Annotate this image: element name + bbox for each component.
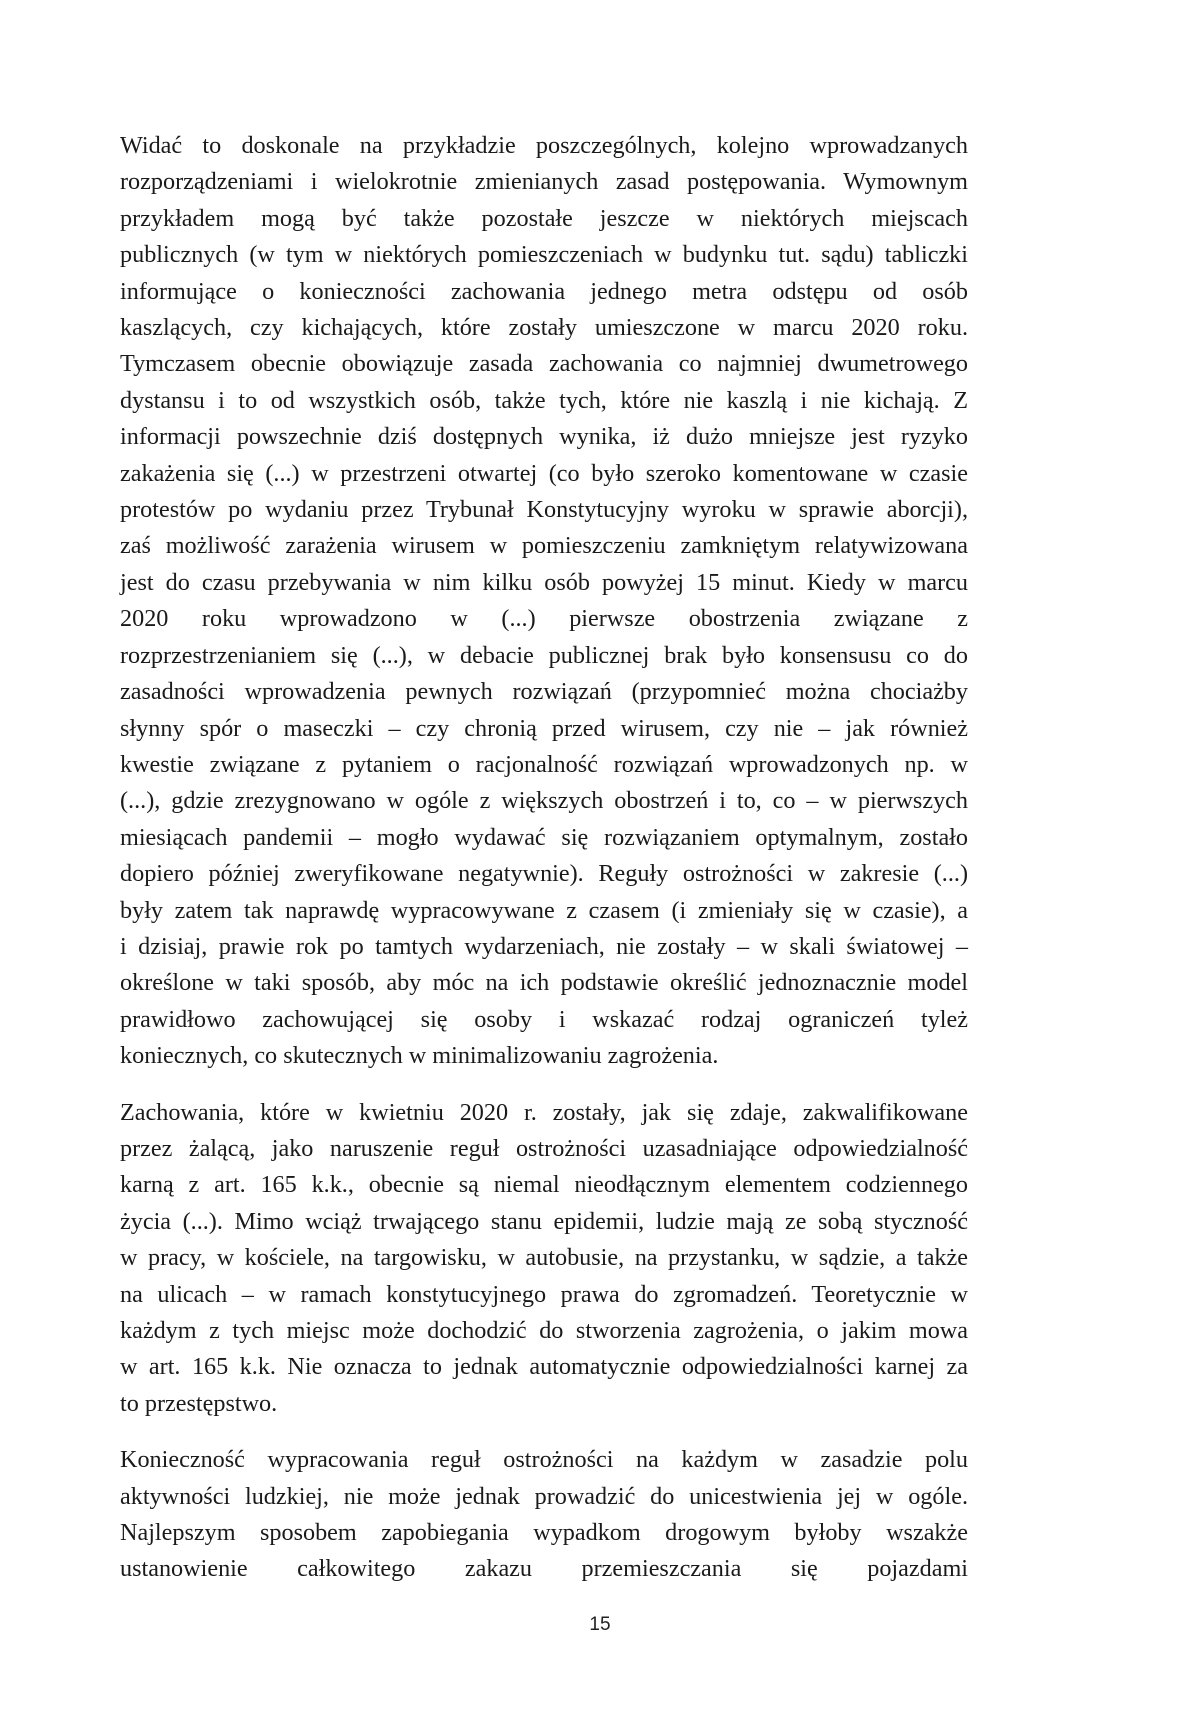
text-line: to przestępstwo. bbox=[120, 1389, 278, 1417]
text-line: kaszlących, czy kichających, które zostały umieszczone w marcu 2020 roku. bbox=[120, 314, 968, 342]
text-line: informacji powszechnie dziś dostępnych wynika, iż dużo mniejsze jest ryzyko bbox=[120, 423, 968, 451]
text-line: protestów po wydaniu przez Trybunał Konstytucyjny wyroku w sprawie aborcji), bbox=[120, 496, 968, 524]
text-line: Najlepszym sposobem zapobiegania wypadkom drogowym byłoby wszakże bbox=[120, 1519, 968, 1547]
text-line: rozprzestrzenianiem się (...), w debacie publicznej brak było konsensusu co do bbox=[120, 641, 968, 669]
paragraph-1 bbox=[120, 128, 968, 1075]
text-line: Tymczasem obecnie obowiązuje zasada zachowania co najmniej dwumetrowego bbox=[120, 350, 968, 378]
text-line: zasadności wprowadzenia pewnych rozwiązań (przypomnieć można chociażby bbox=[120, 678, 968, 706]
text-line: prawidłowo zachowującej się osoby i wskazać rodzaj ograniczeń tyleż bbox=[120, 1005, 968, 1033]
page-number: 15 bbox=[589, 1614, 611, 1635]
text-line: przykładem mogą być także pozostałe jeszcze w niektórych miejscach bbox=[120, 204, 968, 232]
text-line: w pracy, w kościele, na targowisku, w autobusie, na przystanku, w sądzie, a także bbox=[120, 1244, 968, 1272]
text-line: jest do czasu przebywania w nim kilku osób powyżej 15 minut. Kiedy w marcu bbox=[120, 568, 968, 596]
text-line: Konieczność wypracowania reguł ostrożności na każdym w zasadzie polu bbox=[120, 1446, 968, 1474]
document-page bbox=[120, 128, 968, 1608]
text-line: Widać to doskonale na przykładzie poszczególnych, kolejno wprowadzanych bbox=[120, 132, 968, 159]
text-line: kwestie związane z pytaniem o racjonalność rozwiązań wprowadzonych np. w bbox=[120, 750, 968, 778]
text-line: każdym z tych miejsc może dochodzić do stworzenia zagrożenia, o jakim mowa bbox=[120, 1317, 968, 1344]
text-line: przez żalącą, jako naruszenie reguł ostrożności uzasadniające odpowiedzialność bbox=[120, 1134, 968, 1162]
text-line: publicznych (w tym w niektórych pomieszczeniach w budynku tut. sądu) tabliczki bbox=[120, 241, 968, 269]
text-line: Zachowania, które w kwietniu 2020 r. zostały, jak się zdaje, zakwalifikowane bbox=[120, 1098, 968, 1126]
text-line: koniecznych, co skutecznych w minimalizowaniu zagrożenia. bbox=[120, 1042, 719, 1070]
text-line: życia (...). Mimo wciąż trwającego stanu epidemii, ludzie mają ze sobą styczność bbox=[120, 1207, 968, 1235]
text-line: określone w taki sposób, aby móc na ich podstawie określić jednoznacznie model bbox=[120, 969, 968, 997]
paragraph-2 bbox=[120, 1095, 968, 1423]
text-line: w art. 165 k.k. Nie oznacza to jednak automatycznie odpowiedzialności karnej za bbox=[120, 1353, 968, 1381]
paragraph-3 bbox=[120, 1442, 968, 1588]
text-line: słynny spór o maseczki – czy chronią przed wirusem, czy nie – jak również bbox=[120, 714, 968, 742]
text-line: zaś możliwość zarażenia wirusem w pomieszczeniu zamkniętym relatywizowana bbox=[120, 532, 968, 560]
text-line: aktywności ludzkiej, nie może jednak prowadzić do unicestwienia jej w ogóle. bbox=[120, 1482, 968, 1510]
text-line: były zatem tak naprawdę wypracowywane z czasem (i zmieniały się w czasie), a bbox=[120, 896, 968, 924]
text-line: na ulicach – w ramach konstytucyjnego prawa do zgromadzeń. Teoretycznie w bbox=[120, 1280, 968, 1308]
text-line: 2020 roku wprowadzono w (...) pierwsze obostrzenia związane z bbox=[120, 605, 968, 633]
text-line: informujące o konieczności zachowania jednego metra odstępu od osób bbox=[120, 277, 968, 305]
text-line: rozporządzeniami i wielokrotnie zmienianych zasad postępowania. Wymownym bbox=[120, 168, 968, 196]
text-line: (...), gdzie zrezygnowano w ogóle z większych obostrzeń i to, co – w pierwszych bbox=[120, 787, 968, 815]
text-line: zakażenia się (...) w przestrzeni otwartej (co było szeroko komentowane w czasie bbox=[120, 459, 968, 487]
text-line: karną z art. 165 k.k., obecnie są niemal nieodłącznym elementem codziennego bbox=[120, 1171, 968, 1199]
text-line: dopiero później zweryfikowane negatywnie). Reguły ostrożności w zakresie (...) bbox=[120, 860, 968, 888]
text-line: ustanowienie całkowitego zakazu przemieszczania się pojazdami bbox=[120, 1555, 968, 1583]
text-line: dystansu i to od wszystkich osób, także tych, które nie kaszlą i nie kichają. Z bbox=[120, 386, 968, 414]
text-line: miesiącach pandemii – mogło wydawać się rozwiązaniem optymalnym, zostało bbox=[120, 823, 968, 851]
text-line: i dzisiaj, prawie rok po tamtych wydarzeniach, nie zostały – w skali światowej – bbox=[120, 932, 968, 960]
